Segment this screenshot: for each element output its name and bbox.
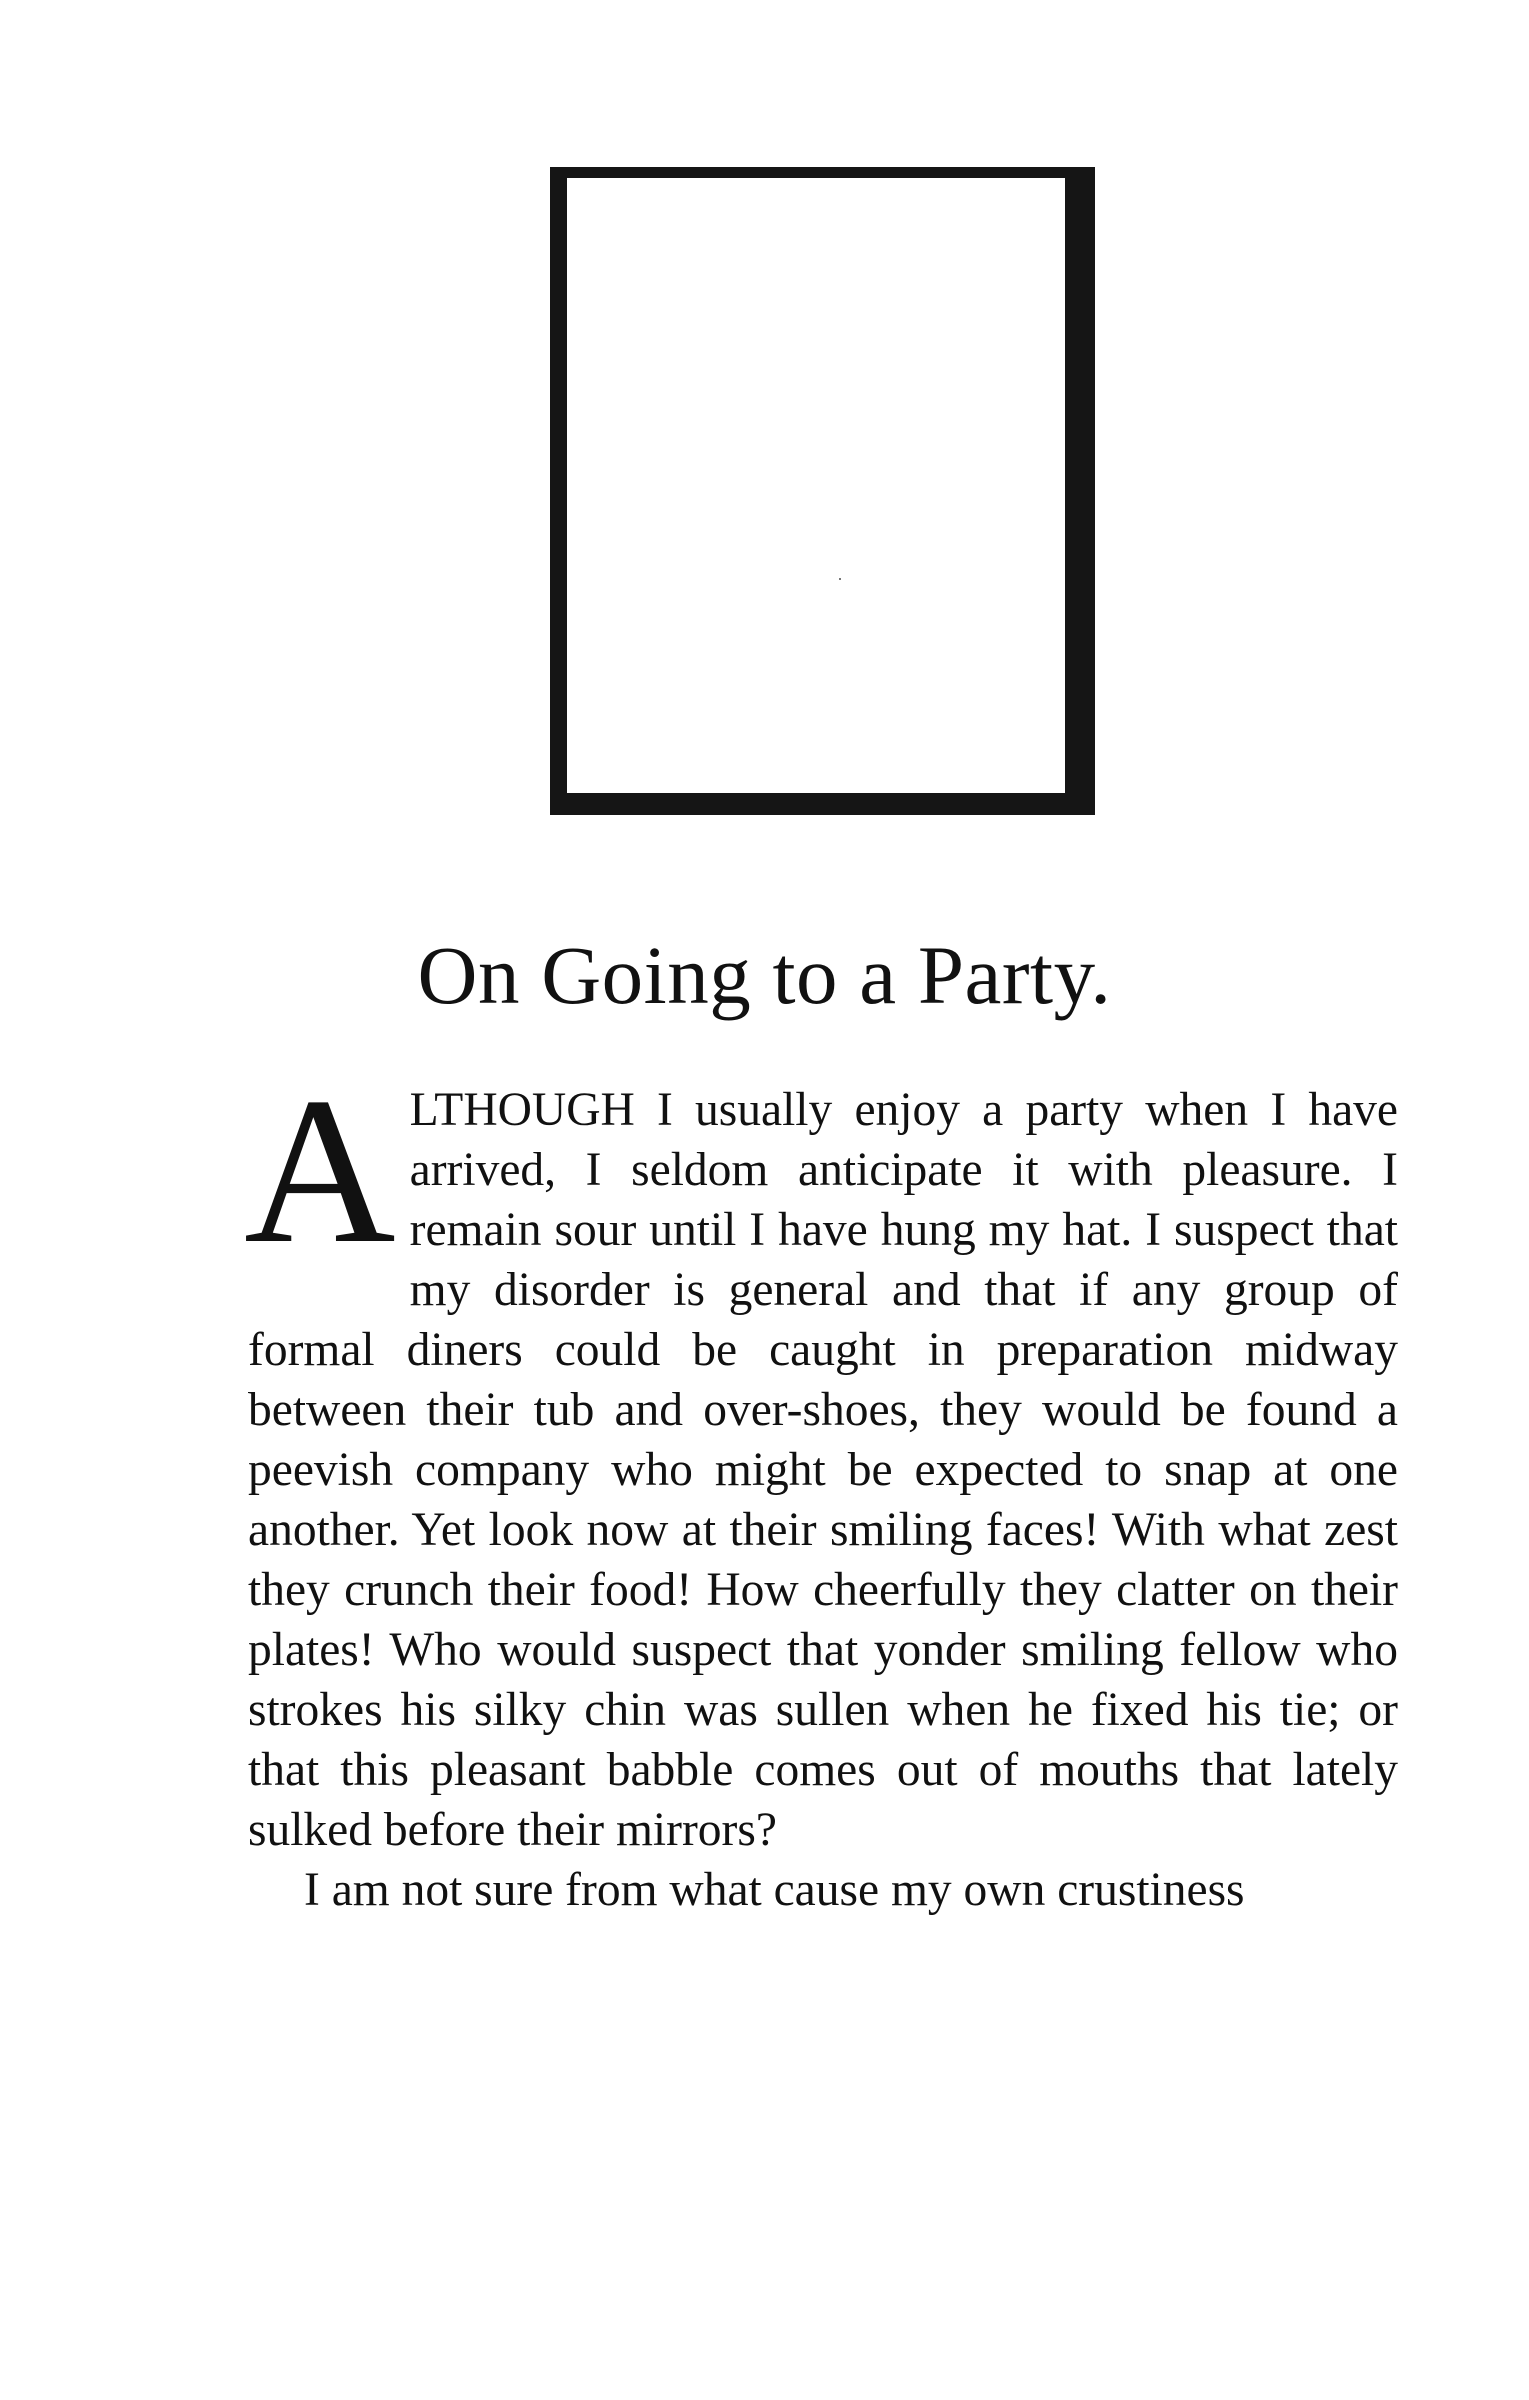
decorative-frame bbox=[550, 167, 1095, 815]
body-text bbox=[244, 1055, 1398, 1920]
paragraph-2: I am not sure from what cause my own crustiness bbox=[304, 1864, 1245, 1916]
frame-speck bbox=[839, 578, 841, 580]
paragraph-1-text: LTHOUGH I usually enjoy a party when I have arrived, I seldom anticipate it with pleasure. I remain sour until I have hung my hat. I suspect that my disorder is general and that if any group of formal diners could be caught in preparation midway between their tub and over-shoes, they would be found a peevish company who might be expected to snap at one another. Yet look now at their smiling faces! With what zest they crunch their food! How cheerfully they clatter on their plates! Who would suspect that yonder smiling fellow who strokes his silky chin was sullen when he fixed his tie; or that this pleasant babble comes out of mouths that lately sulked before their mirrors? bbox=[248, 1084, 1398, 1856]
drop-cap: A bbox=[244, 1055, 396, 1287]
chapter-title: On Going to a Party. bbox=[417, 929, 1112, 1021]
paragraph-1 bbox=[244, 1055, 1398, 1860]
